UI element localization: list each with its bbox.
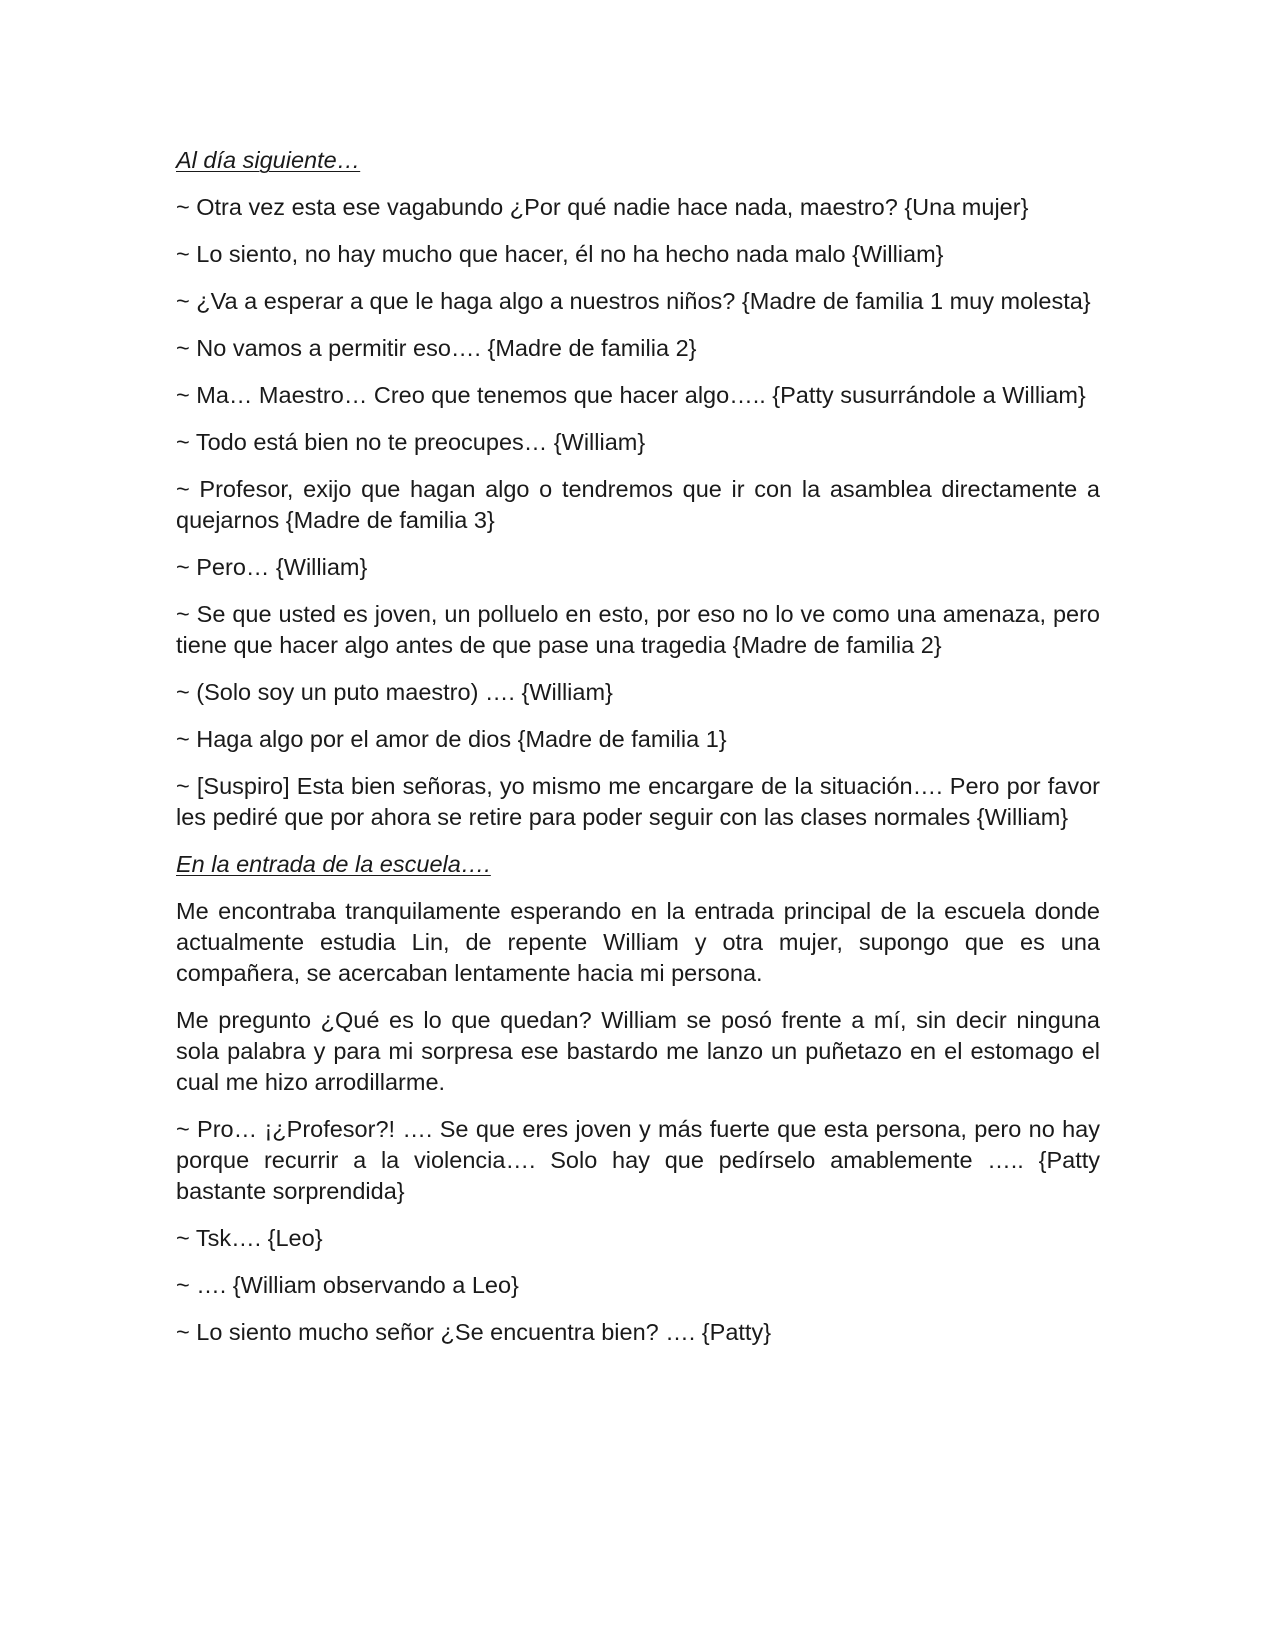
dialogue-line: ~ Otra vez esta ese vagabundo ¿Por qué nadie hace nada, maestro? {Una mujer}	[176, 194, 1029, 220]
dialogue-line: ~ (Solo soy un puto maestro) …. {William}	[176, 679, 613, 705]
dialogue-line: ~ Haga algo por el amor de dios {Madre de familia 1}	[176, 726, 727, 752]
dialogue-line: ~ Pro… ¡¿Profesor?! …. Se que eres joven y más fuerte que esta persona, pero no hay porque recurrir a la violencia…. Solo hay que pedírselo amablemente ….. {Patty bastante sorprendida}	[176, 1116, 1100, 1204]
dialogue-line: ~ Pero… {William}	[176, 554, 368, 580]
dialogue-line: ~ Todo está bien no te preocupes… {William}	[176, 429, 646, 455]
dialogue-line: ~ Se que usted es joven, un polluelo en esto, por eso no lo ve como una amenaza, pero tiene que hacer algo antes de que pase una tragedia {Madre de familia 2}	[176, 601, 1100, 658]
scene-heading: En la entrada de la escuela….	[176, 851, 491, 877]
scene-heading: Al día siguiente…	[176, 147, 361, 173]
dialogue-line: ~ Tsk…. {Leo}	[176, 1225, 323, 1251]
dialogue-line: ~ Lo siento mucho señor ¿Se encuentra bien? …. {Patty}	[176, 1319, 772, 1345]
dialogue-line: ~ No vamos a permitir eso…. {Madre de familia 2}	[176, 335, 697, 361]
dialogue-line: ~ Ma… Maestro… Creo que tenemos que hacer algo….. {Patty susurrándole a William}	[176, 382, 1086, 408]
dialogue-line: ~ Profesor, exijo que hagan algo o tendremos que ir con la asamblea directamente a quejarnos {Madre de familia 3}	[176, 476, 1100, 533]
document-body	[176, 145, 1100, 1364]
dialogue-line: ~ Lo siento, no hay mucho que hacer, él no ha hecho nada malo {William}	[176, 241, 944, 267]
dialogue-line: ~ …. {William observando a Leo}	[176, 1272, 519, 1298]
narration-paragraph: Me encontraba tranquilamente esperando en la entrada principal de la escuela donde actualmente estudia Lin, de repente William y otra mujer, supongo que es una compañera, se acercaban lentamente hacia mi persona.	[176, 898, 1100, 986]
dialogue-line: ~ [Suspiro] Esta bien señoras, yo mismo me encargare de la situación…. Pero por favor les pediré que por ahora se retire para poder seguir con las clases normales {William}	[176, 773, 1100, 830]
narration-paragraph: Me pregunto ¿Qué es lo que quedan? William se posó frente a mí, sin decir ninguna sola palabra y para mi sorpresa ese bastardo me lanzo un puñetazo en el estomago el cual me hizo arrodillarme.	[176, 1007, 1100, 1095]
dialogue-line: ~ ¿Va a esperar a que le haga algo a nuestros niños? {Madre de familia 1 muy molesta}	[176, 288, 1091, 314]
